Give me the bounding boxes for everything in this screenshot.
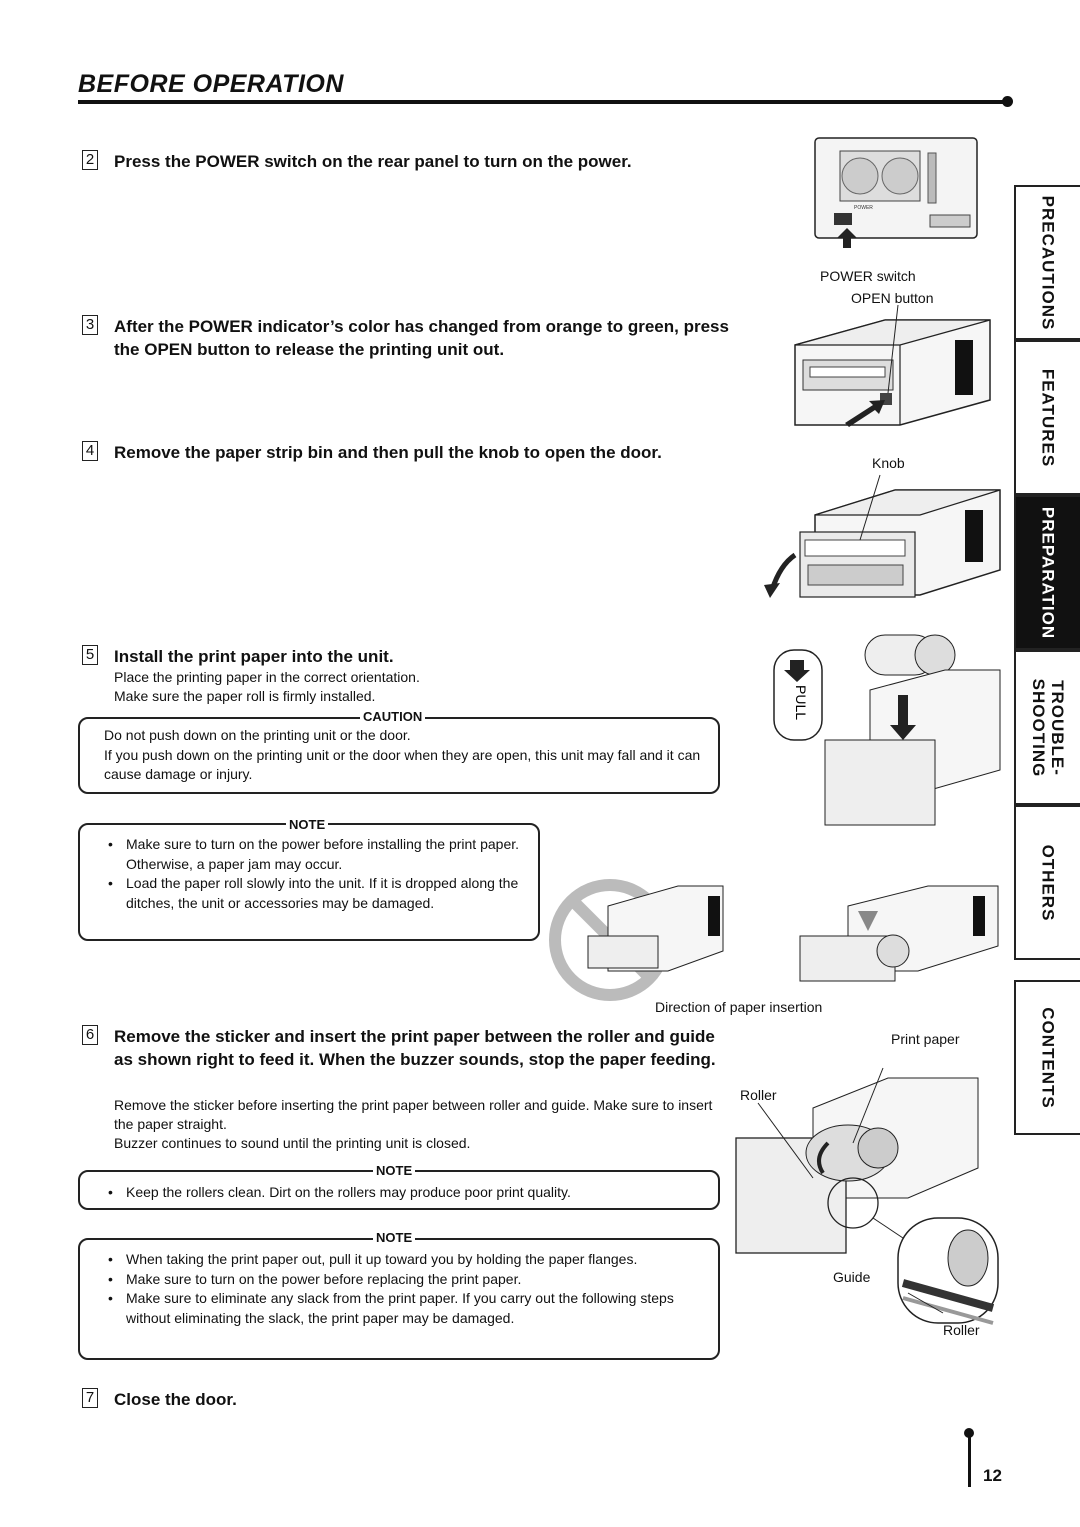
- step-2-number: 2: [82, 150, 98, 170]
- tab-precautions-label: PRECAUTIONS: [1038, 195, 1058, 330]
- note-3-item-1: • When taking the print paper out, pull it up toward you by holding the paper flanges.: [104, 1250, 704, 1270]
- step-7-text: Close the door.: [114, 1390, 237, 1409]
- note-list-1: [104, 835, 524, 913]
- rear-panel-power-text: POWER: [854, 205, 873, 211]
- note-2-item-1: • Keep the rollers clean. Dirt on the rollers may produce poor print quality.: [104, 1183, 704, 1203]
- printer-open-button-illustration: [785, 305, 1000, 445]
- note-label-1: NOTE: [286, 817, 328, 832]
- caution-line-2: If you push down on the printing unit or the door when they are open, this unit may fall and it can cause damage or injury.: [104, 747, 701, 782]
- step-2-text: Press the POWER switch on the rear panel to turn on the power.: [114, 152, 632, 171]
- tab-preparation[interactable]: [1014, 495, 1080, 650]
- guide-label: Guide: [833, 1269, 871, 1285]
- caution-label: CAUTION: [360, 709, 425, 724]
- caution-line-1: Do not push down on the printing unit or the door.: [104, 727, 411, 743]
- paper-install-illustration: [770, 630, 1005, 835]
- step-6-sub-2: Buzzer continues to sound until the printing unit is closed.: [114, 1135, 471, 1151]
- tab-contents-label: CONTENTS: [1038, 1006, 1058, 1109]
- title-rule: [78, 100, 1008, 104]
- tab-features[interactable]: [1014, 340, 1080, 495]
- note-label-3: NOTE: [373, 1230, 415, 1245]
- step-6-number: 6: [82, 1025, 98, 1045]
- open-button-label: OPEN button: [851, 290, 934, 306]
- page-title: BEFORE OPERATION: [78, 70, 344, 98]
- printer-door-open-illustration: [760, 470, 1005, 610]
- tab-preparation-label: PREPARATION: [1038, 506, 1058, 639]
- step-7-number: 7: [82, 1388, 98, 1408]
- direction-label: Direction of paper insertion: [655, 999, 823, 1015]
- tab-contents[interactable]: [1014, 980, 1080, 1135]
- tab-troubleshooting[interactable]: [1014, 650, 1080, 805]
- roller-guide-illustration: [728, 1048, 1003, 1340]
- tab-features-label: FEATURES: [1038, 368, 1058, 467]
- tab-others[interactable]: [1014, 805, 1080, 960]
- power-switch-label: POWER switch: [820, 268, 916, 284]
- title-rule-dot: [1002, 96, 1013, 107]
- tab-others-label: OTHERS: [1038, 844, 1058, 921]
- note-3-item-3: • Make sure to eliminate any slack from the print paper. If you carry out the following steps without eliminating the slack, the print paper may be damaged.: [104, 1289, 704, 1328]
- note-list-3: [104, 1250, 704, 1328]
- step-5-text: Install the print paper into the unit.: [114, 647, 394, 666]
- note-3-item-2: • Make sure to turn on the power before replacing the print paper.: [104, 1270, 704, 1290]
- note-1-item-2: • Load the paper roll slowly into the unit. If it is dropped along the ditches, the unit or accessories may be damaged.: [104, 874, 524, 913]
- step-6-text: Remove the sticker and insert the print paper between the roller and guide as shown right to feed it. When the buzzer sounds, stop the paper feeding.: [114, 1027, 716, 1069]
- step-3-text: After the POWER indicator’s color has changed from orange to green, press the OPEN button to release the printing unit out.: [114, 317, 729, 359]
- direction-illustration: [548, 876, 1008, 1001]
- tab-troubleshooting-label: TROUBLE- SHOOTING: [1029, 678, 1067, 777]
- step-3-number: 3: [82, 315, 98, 335]
- roller-label: Roller: [740, 1087, 777, 1103]
- step-5-sub-2: Make sure the paper roll is firmly installed.: [114, 688, 376, 704]
- knob-label: Knob: [872, 455, 905, 471]
- step-4-number: 4: [82, 441, 98, 461]
- roller-label-2: Roller: [943, 1322, 980, 1338]
- step-5-sub-1: Place the printing paper in the correct orientation.: [114, 669, 420, 685]
- step-6-sub-1: Remove the sticker before inserting the print paper between roller and guide. Make sure to insert the paper straight.: [114, 1097, 713, 1132]
- step-4-text: Remove the paper strip bin and then pull the knob to open the door.: [114, 443, 662, 462]
- note-list-2: [104, 1183, 704, 1203]
- note-label-2: NOTE: [373, 1163, 415, 1178]
- page-number: 12: [983, 1466, 1002, 1485]
- page-number-rule: [968, 1437, 971, 1487]
- print-paper-label: Print paper: [891, 1031, 960, 1047]
- tab-precautions[interactable]: [1014, 185, 1080, 340]
- pull-label: PULL: [793, 685, 809, 721]
- note-1-item-1: • Make sure to turn on the power before installing the print paper. Otherwise, a paper jam may occur.: [104, 835, 524, 874]
- step-5-number: 5: [82, 645, 98, 665]
- rear-panel-illustration: [810, 133, 985, 248]
